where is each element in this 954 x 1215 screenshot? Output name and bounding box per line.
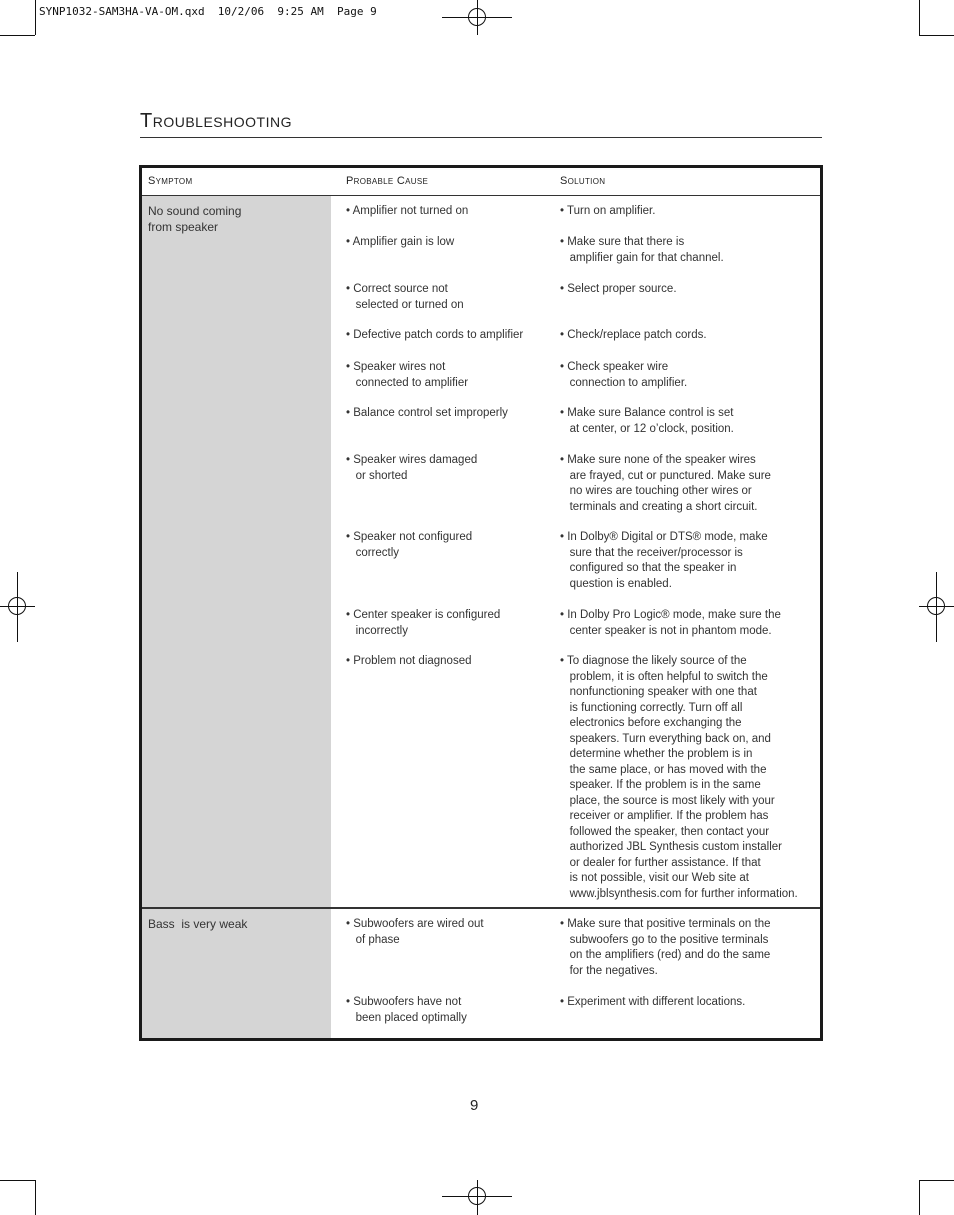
- solution-item: • Experiment with different locations.: [560, 996, 746, 1008]
- solution-item: • Make sure that positive terminals on the subwoofers go to the positive terminals on the amplifiers (red) and do the same for the negatives.: [560, 918, 771, 977]
- solution-item: • In Dolby Pro Logic® mode, make sure the center speaker is not in phantom mode.: [560, 609, 781, 637]
- solution-item: • Turn on amplifier.: [560, 205, 656, 217]
- cause-item: • Amplifier gain is low: [346, 236, 455, 248]
- crop-mark-tl-h: [0, 35, 35, 36]
- solution-item: • In Dolby® Digital or DTS® mode, make sure that the receiver/processor is configured so that the speaker in question is enabled.: [560, 531, 768, 590]
- solution-item: • Make sure that there is amplifier gain for that channel.: [560, 236, 724, 264]
- cause-item: • Speaker not configured correctly: [346, 531, 473, 559]
- solution-item: • Select proper source.: [560, 283, 677, 295]
- symptom-no-sound: No sound coming from speaker: [148, 204, 242, 234]
- cause-item: • Speaker wires damaged or shorted: [346, 454, 478, 482]
- header-probable-cause: Probable Cause: [346, 175, 429, 187]
- symptom-column-shading: [142, 196, 331, 1038]
- crop-mark-br-v: [919, 1180, 920, 1215]
- crop-mark-bl-v: [35, 1180, 36, 1215]
- header-rule: [142, 195, 820, 196]
- crop-mark-tr-v: [919, 0, 920, 35]
- title-rule: [140, 137, 822, 138]
- cause-item: • Speaker wires not connected to amplifier: [346, 361, 469, 389]
- cause-item: • Balance control set improperly: [346, 407, 508, 419]
- cause-item: • Correct source not selected or turned on: [346, 283, 464, 311]
- cause-item: • Subwoofers have not been placed optimally: [346, 996, 467, 1024]
- cause-item: • Center speaker is configured incorrectly: [346, 609, 501, 637]
- symptom-bass-weak: Bass is very weak: [148, 917, 248, 931]
- cause-item: • Problem not diagnosed: [346, 655, 472, 667]
- cause-item: • Defective patch cords to amplifier: [346, 329, 524, 341]
- crop-mark-bl-h: [0, 1180, 35, 1181]
- row-divider: [142, 907, 820, 909]
- header-solution: Solution: [560, 175, 606, 187]
- solution-item: • To diagnose the likely source of the problem, it is often helpful to switch the nonfunctioning speaker with one that is functioning correctly. Turn off all electronics before exchanging the speakers. Turn everything back on, and determine whether the problem is in the same place, or has moved with the speaker. If the problem is in the same place, the source is most likely with your receiver or amplifier. If the problem has followed the speaker, then contact your authorized JBL Synthesis custom installer or dealer for further assistance. If that is not possible, visit our Web site at www.jblsynthesis.com for further information.: [560, 655, 798, 900]
- solution-item: • Check speaker wire connection to amplifier.: [560, 361, 688, 389]
- solution-item: • Check/replace patch cords.: [560, 329, 707, 341]
- cause-item: • Subwoofers are wired out of phase: [346, 918, 484, 946]
- crop-mark-tl-v: [35, 0, 36, 35]
- registration-right-circle: [927, 597, 945, 615]
- troubleshooting-table: [139, 165, 823, 1041]
- crop-mark-tr-h: [919, 35, 954, 36]
- registration-bottom-circle: [468, 1187, 486, 1205]
- crop-mark-br-h: [919, 1180, 954, 1181]
- header-symptom: Symptom: [148, 175, 193, 187]
- solution-item: • Make sure none of the speaker wires are frayed, cut or punctured. Make sure no wires are touching other wires or terminals and creating a short circuit.: [560, 454, 771, 513]
- registration-top-circle: [468, 8, 486, 26]
- page-title: Troubleshooting: [140, 110, 292, 132]
- print-slug: SYNP1032-SAM3HA-VA-OM.qxd 10/2/06 9:25 AM Page 9: [39, 5, 377, 18]
- registration-left-circle: [8, 597, 26, 615]
- solution-item: • Make sure Balance control is set at center, or 12 o’clock, position.: [560, 407, 734, 435]
- page-number: 9: [470, 1097, 479, 1114]
- cause-item: • Amplifier not turned on: [346, 205, 469, 217]
